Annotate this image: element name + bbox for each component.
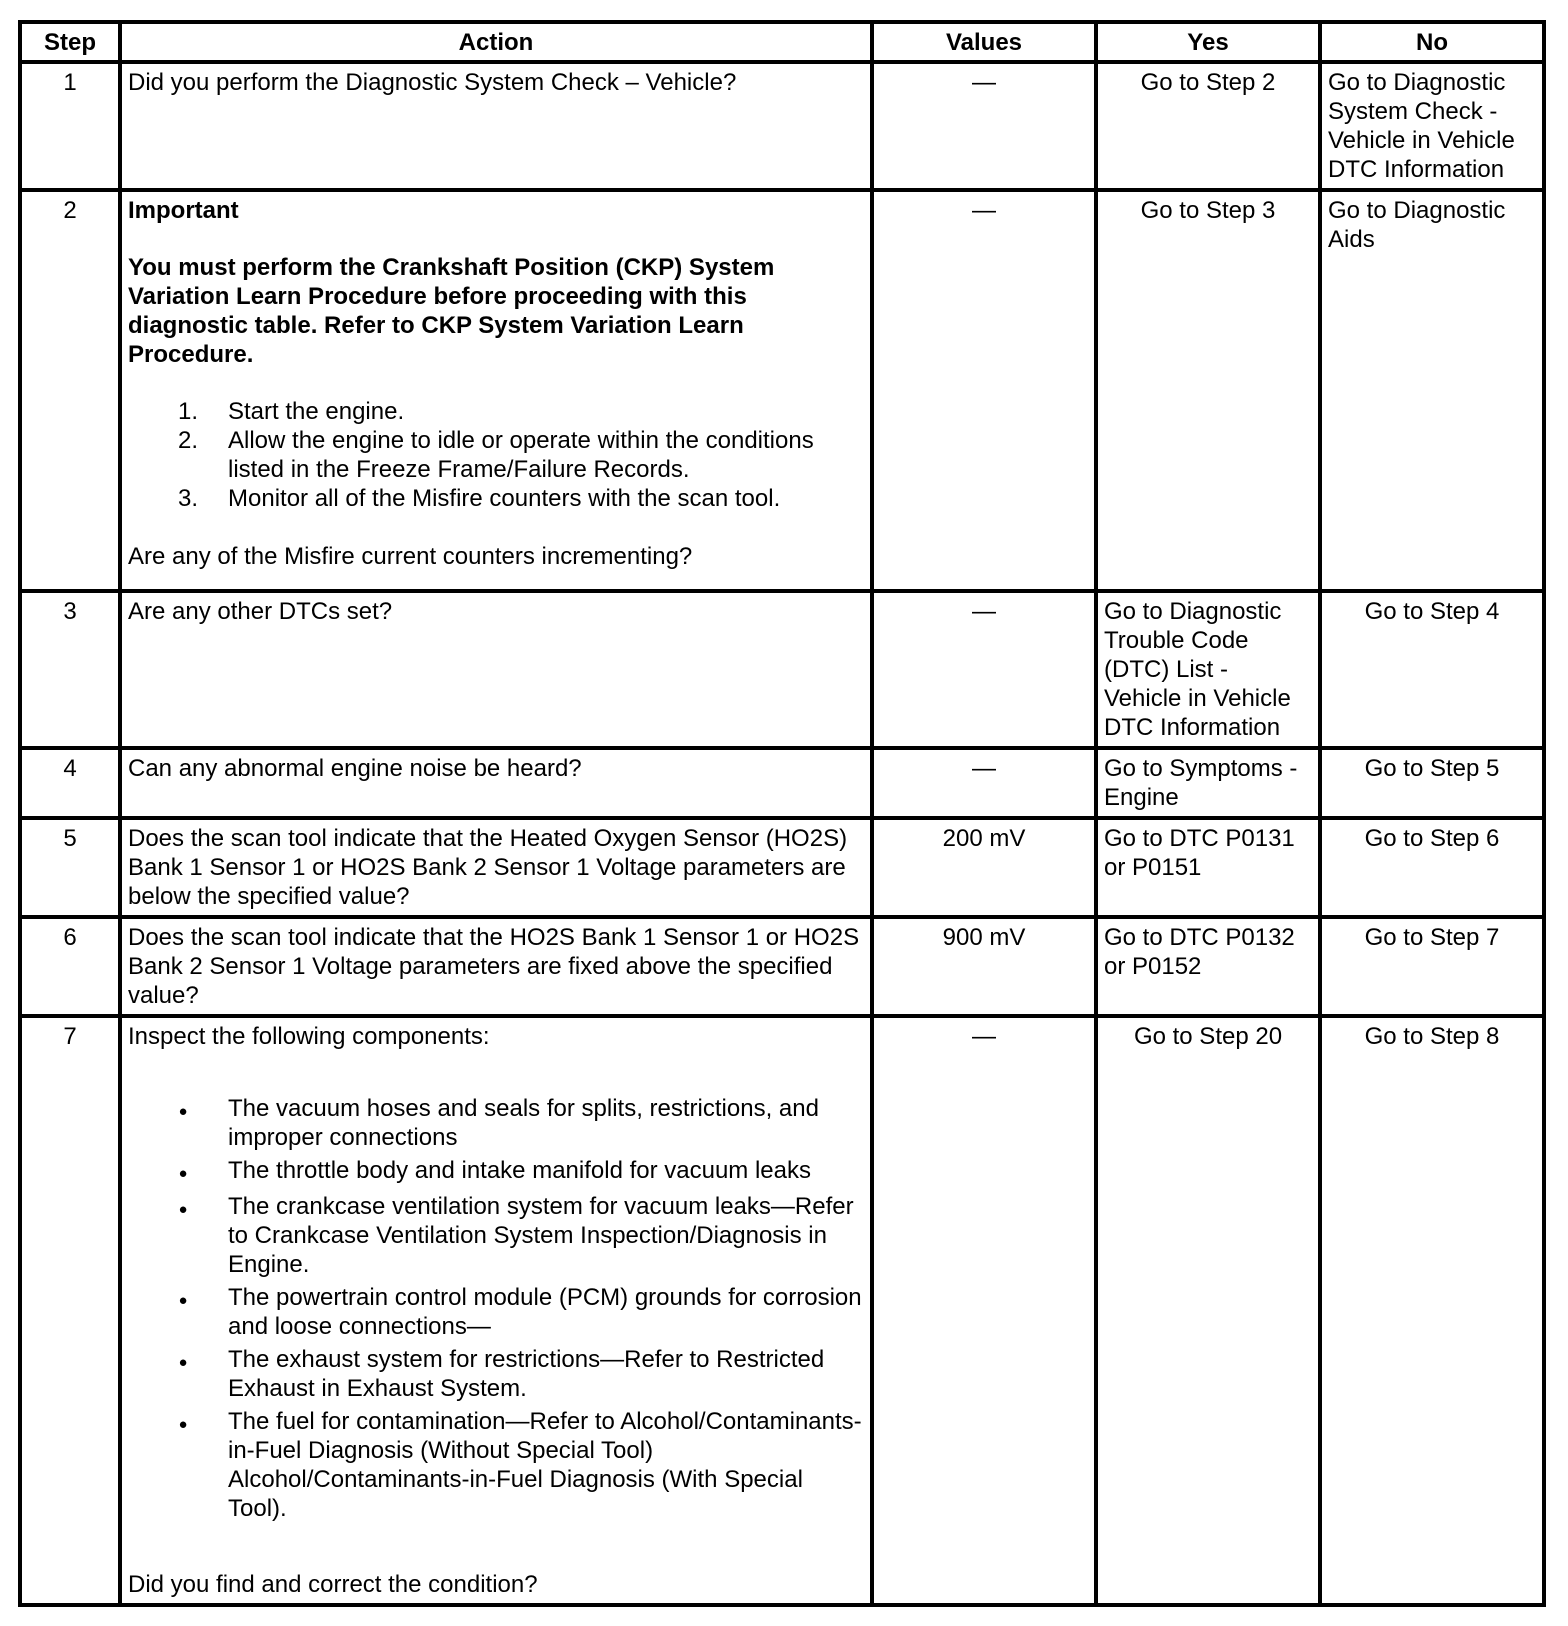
header-yes: Yes: [1096, 22, 1320, 62]
bullet-icon: [128, 1407, 228, 1523]
diagnostic-table-page: [18, 20, 1546, 1607]
yes-link[interactable]: Go to Diagnostic Trouble Code (DTC) List - Vehicle in Vehicle DTC Information: [1096, 591, 1320, 748]
action-text: Can any abnormal engine noise be heard?: [120, 748, 872, 818]
step-number: 7: [20, 1016, 120, 1605]
important-title: Important: [128, 197, 239, 224]
no-link[interactable]: Go to Step 8: [1320, 1016, 1544, 1605]
table-row: [20, 748, 1544, 818]
yes-link[interactable]: Go to Step 2: [1096, 62, 1320, 190]
component-list: [128, 1094, 864, 1523]
list-text: The fuel for contamination—Refer to Alcohol/Contaminants-in-Fuel Diagnosis (Without Special Tool) Alcohol/Contaminants-in-Fuel Diagnosis (With Special Tool).: [228, 1408, 862, 1522]
header-action: Action: [120, 22, 872, 62]
list-item: [128, 484, 864, 513]
list-text: Start the engine.: [228, 398, 405, 425]
yes-link[interactable]: Go to Symptoms - Engine: [1096, 748, 1320, 818]
list-item: [128, 397, 864, 426]
list-item: [128, 1345, 864, 1403]
action-text: Are any other DTCs set?: [120, 591, 872, 748]
table-row: [20, 62, 1544, 190]
action-cell: [120, 1016, 872, 1605]
action-text: Did you perform the Diagnostic System Check – Vehicle?: [120, 62, 872, 190]
no-link[interactable]: Go to Diagnostic System Check - Vehicle in Vehicle DTC Information: [1320, 62, 1544, 190]
procedure-list: [128, 397, 864, 513]
list-text: The vacuum hoses and seals for splits, restrictions, and improper connections: [228, 1095, 819, 1151]
intro-text: Inspect the following components:: [128, 1023, 490, 1050]
list-text: The exhaust system for restrictions—Refer to Restricted Exhaust in Exhaust System.: [228, 1346, 825, 1402]
header-values: Values: [872, 22, 1096, 62]
list-item: [128, 426, 864, 484]
table-row: [20, 917, 1544, 1016]
list-item: [128, 1283, 864, 1341]
bullet-icon: [128, 1156, 228, 1188]
no-link[interactable]: Go to Step 5: [1320, 748, 1544, 818]
yes-link[interactable]: Go to Step 20: [1096, 1016, 1320, 1605]
table-row: [20, 190, 1544, 591]
list-number: 2.: [177, 427, 198, 454]
bullet-icon: [128, 1094, 228, 1152]
step-number: 3: [20, 591, 120, 748]
table-row: [20, 591, 1544, 748]
action-text: Does the scan tool indicate that the Heated Oxygen Sensor (HO2S) Bank 1 Sensor 1 or HO2S Bank 2 Sensor 1 Voltage parameters are below the specified value?: [120, 818, 872, 917]
bullet-icon: [128, 1192, 228, 1279]
question-text: Did you find and correct the condition?: [128, 1571, 538, 1598]
values-cell: 200 mV: [872, 818, 1096, 917]
yes-link[interactable]: Go to Step 3: [1096, 190, 1320, 591]
values-cell: —: [872, 190, 1096, 591]
step-number: 6: [20, 917, 120, 1016]
bullet-icon: [128, 1283, 228, 1341]
values-cell: —: [872, 1016, 1096, 1605]
step-number: 2: [20, 190, 120, 591]
header-row: [20, 22, 1544, 62]
no-link[interactable]: Go to Step 4: [1320, 591, 1544, 748]
values-cell: —: [872, 591, 1096, 748]
important-note: You must perform the Crankshaft Position (CKP) System Variation Learn Procedure before proceeding with this diagnostic table. Refer to CKP System Variation Learn Procedure.: [128, 254, 775, 368]
step-number: 5: [20, 818, 120, 917]
values-cell: —: [872, 748, 1096, 818]
yes-link[interactable]: Go to DTC P0131 or P0151: [1096, 818, 1320, 917]
action-cell: [120, 190, 872, 591]
yes-link[interactable]: Go to DTC P0132 or P0152: [1096, 917, 1320, 1016]
values-cell: —: [872, 62, 1096, 190]
question-text: Are any of the Misfire current counters incrementing?: [128, 543, 693, 570]
table-row: [20, 818, 1544, 917]
diagnostic-table: [18, 20, 1546, 1607]
list-item: [128, 1407, 864, 1523]
list-text: The crankcase ventilation system for vacuum leaks—Refer to Crankcase Ventilation System Inspection/Diagnosis in Engine.: [228, 1193, 854, 1278]
list-number: 1.: [177, 398, 198, 425]
step-number: 1: [20, 62, 120, 190]
header-no: No: [1320, 22, 1544, 62]
values-cell: 900 mV: [872, 917, 1096, 1016]
no-link[interactable]: Go to Step 7: [1320, 917, 1544, 1016]
no-link[interactable]: Go to Step 6: [1320, 818, 1544, 917]
table-row: [20, 1016, 1544, 1605]
list-item: [128, 1156, 864, 1188]
list-text: Monitor all of the Misfire counters with the scan tool.: [228, 485, 781, 512]
step-number: 4: [20, 748, 120, 818]
list-item: [128, 1094, 864, 1152]
header-step: Step: [20, 22, 120, 62]
list-text: Allow the engine to idle or operate within the conditions listed in the Freeze Frame/Failure Records.: [228, 427, 814, 483]
action-text: Does the scan tool indicate that the HO2S Bank 1 Sensor 1 or HO2S Bank 2 Sensor 1 Voltage parameters are fixed above the specified value?: [120, 917, 872, 1016]
bullet-icon: [128, 1345, 228, 1403]
no-link[interactable]: Go to Diagnostic Aids: [1320, 190, 1544, 591]
list-item: [128, 1192, 864, 1279]
list-text: The throttle body and intake manifold for vacuum leaks: [228, 1157, 811, 1184]
list-text: The powertrain control module (PCM) grounds for corrosion and loose connections—: [228, 1284, 862, 1340]
list-number: 3.: [177, 485, 198, 512]
